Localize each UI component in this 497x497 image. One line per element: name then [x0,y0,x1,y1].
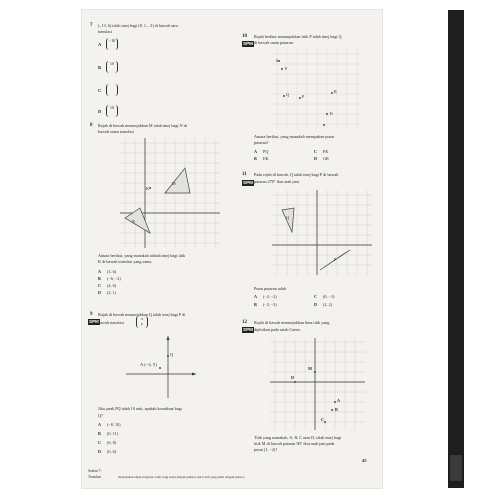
q8-option-b-letter: B [98,276,101,281]
q10-stem: Rajah berikut menunjukkan titik P ialah imej bagi Q [254,34,342,39]
q7-option-b-vector: 10 [106,61,118,73]
q9-option-a-letter: A [98,422,102,427]
q7-option-c-letter: C [98,88,102,93]
q12-question-2: titik M di bawah putaran 90° ikut arah jam pada [254,441,335,446]
q12-stem: Rajah di bawah menunjukkan lima titik yang [254,320,330,325]
q11-option-a-text: (−2, −2) [263,294,277,299]
q8-stem-2: bawah suatu translasi [98,129,134,134]
q12-question-3: pusat (1, −2)? [254,447,278,452]
q9-point-q-label: Q [170,352,174,357]
q10-question: Antara berikut, yang manakah merupakan pusat [254,134,335,139]
q8-option-a-text: (3, 6) [107,269,117,274]
q9-spm-badge: SPM [89,319,99,324]
chapter-tab [450,455,462,481]
q8-option-d-text: (2, 1) [107,290,117,295]
q9-axes-diagram [126,336,196,398]
q10-label-k: K [330,111,334,116]
q8-question: Antara berikut, yang manakah adalah imej bagi titik [98,253,186,258]
q8-number: 8 [90,123,93,128]
q10-option-b-letter: B [254,156,257,161]
q7-option-d-vector: 10 [106,105,118,117]
q7-option-c-vector [106,84,118,96]
q10-label-f: F [285,66,288,71]
q8-label-k: K [146,186,150,191]
q8-option-d-letter: D [98,290,102,295]
q7-stem: (–13, 6) ialah imej bagi (8, 1, –3) di bawah satu [98,23,178,28]
q8-label-n: N [132,219,136,224]
q9-point-a-label: A (−4, 5) [140,362,157,367]
q11-stem-2: putaran 270° ikut arah jam. [254,179,300,184]
q10-question-2: putaran? [254,140,269,145]
q9-option-c-text: (6, 8) [107,440,117,445]
q10-option-d-text: GK [323,156,330,161]
q10-option-c-text: FK [323,149,329,154]
q8-stem: Rajah di bawah menunjukkan M ialah imej bagi N di [98,123,187,128]
q8-option-c-letter: C [98,283,102,288]
q11-option-b-text: (−3, −3) [263,302,277,307]
q10-grid-diagram [272,48,362,130]
q9-question: Jika jarak PQ ialah 10 unit, apakah koordinat bagi [98,406,182,411]
q10-label-r: R [334,89,337,94]
q12-label-b: B [335,407,338,412]
q10-label-p: P [302,94,305,99]
q7-option-a-vector: −10 [106,38,118,50]
q12-stem-2: diplotkan pada satah Cartes. [254,327,302,332]
q9-option-c-letter: C [98,440,102,445]
textbook-page [82,10,382,488]
q8-option-b-text: (−6, −2) [107,276,121,281]
q12-question: Titik yang manakah, A, B, C atau D, ialah imej bagi [254,435,342,440]
q10-label-s: S [276,58,279,63]
q7-option-d-letter: D [98,109,102,114]
q12-number: 12 [242,320,247,325]
q11-option-c-text: (0, −1) [323,294,335,299]
q9-translation-vector: x y [136,316,148,328]
q11-option-d-letter: D [314,302,318,307]
q10-number: 10 [242,34,247,39]
page-number: 45 [362,458,367,463]
q8-option-c-text: (4, 6) [107,283,117,288]
q10-option-a-letter: A [254,149,258,154]
footer-note [82,468,366,484]
q10-option-a-text: PQ [263,149,269,154]
q12-label-d: D [291,375,295,380]
q11-question: Pusat putaran ialah [254,286,286,291]
footer-text-prefix: Translasi [88,475,102,479]
q7-stem-2: translasi [98,29,112,34]
q10-option-d-letter: D [314,156,318,161]
q8-label-m: M [172,181,176,186]
q8-grid-diagram [120,138,220,248]
q9-option-b-text: (0, 11) [107,431,119,436]
q11-label-q: Q [286,215,290,220]
q11-option-b-letter: B [254,302,257,307]
q9-option-d-letter: D [98,449,102,454]
q11-spm-badge: SPM [243,180,253,185]
q8-option-a-letter: A [98,269,102,274]
q9-option-a-text: (−8, 10) [107,422,121,427]
q12-label-m: M [308,366,312,371]
footer-title: Soalan 7: [88,469,102,473]
q10-option-c-letter: C [314,149,318,154]
q9-number: 9 [90,312,93,317]
q11-option-a-letter: A [254,294,258,299]
q11-label-p: P [334,257,337,262]
q7-option-a-letter: A [98,42,102,47]
q10-option-b-text: EK [263,156,269,161]
q8-question-2: K di bawah translasi yang sama. [98,259,153,264]
q9-stem: Rajah di bawah menunjukkan Q ialah imej bagi P di [98,312,186,317]
q10-spm-badge: SPM [243,41,253,46]
q11-option-c-letter: C [314,294,318,299]
q9-question-2: Q? [98,413,103,418]
q12-spm-badge: SPM [243,327,253,332]
page-edge-strip [448,10,464,488]
q12-label-a: A [337,398,341,403]
q10-stem-2: di bawah suatu putaran. [254,40,294,45]
footer-text: menyatakan objek bergerak a unit yang selari dengan paksi-x dan b unit yang selari dengan paksi-y [118,475,245,479]
q11-grid-diagram [272,190,372,275]
q12-label-c: C [321,417,325,422]
q7-number: 7 [90,23,93,28]
q9-option-b-letter: B [98,431,101,436]
q7-option-b-letter: B [98,65,102,70]
q11-stem: Pada rajah di bawah, Q ialah imej bagi P di bawah [254,172,339,177]
q12-grid-diagram [270,338,365,430]
q9-option-d-text: (0, 6) [107,449,117,454]
q9-stem-2: bawah translasi [98,320,124,325]
q11-number: 11 [242,172,247,177]
q10-label-q: Q [286,92,290,97]
q11-option-d-text: (2, 2) [323,302,333,307]
